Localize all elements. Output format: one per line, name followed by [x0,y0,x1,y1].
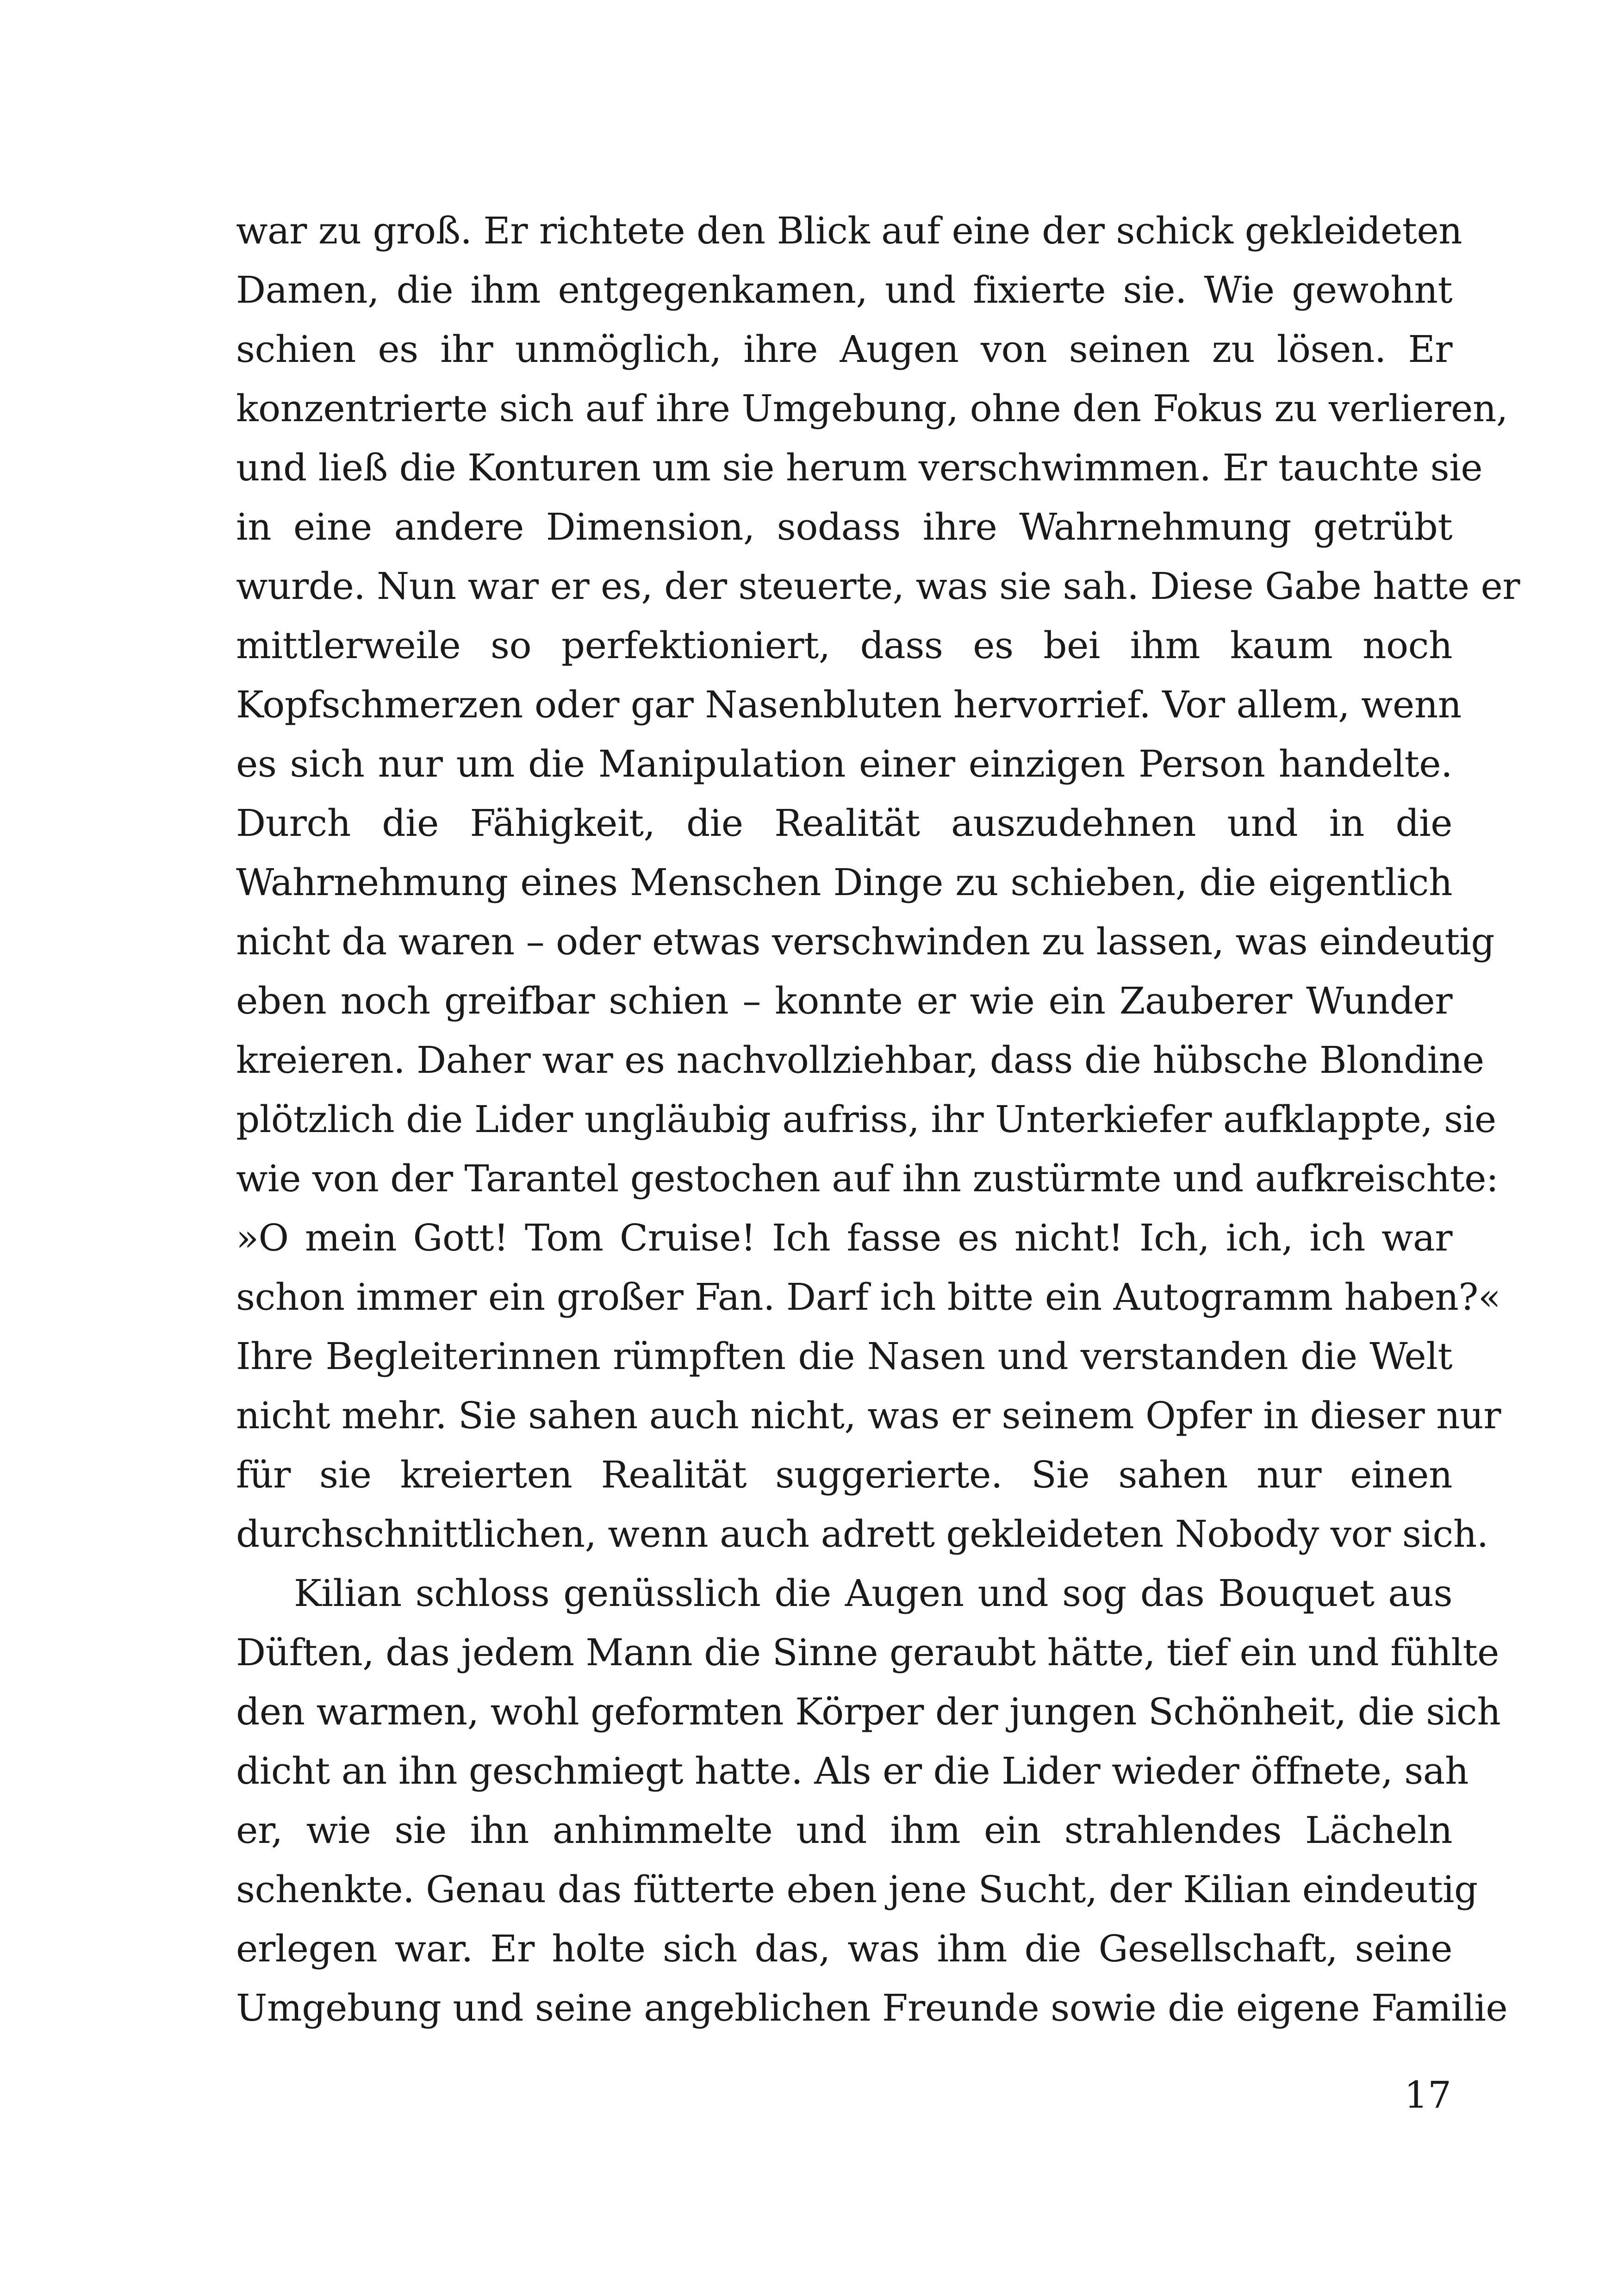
text-line: er, wie sie ihn anhimmelte und ihm ein strahlendes Lächeln [236,1809,1452,1852]
text-line: Durch die Fähigkeit, die Realität auszudehnen und in die [236,802,1452,845]
text-line: und ließ die Konturen um sie herum verschwimmen. Er tauchte sie [236,446,1483,489]
text-line: mittlerweile so perfektioniert, dass es bei ihm kaum noch [236,624,1452,667]
text-line: dicht an ihn geschmiegt hatte. Als er die Lider wieder öffnete, sah [236,1749,1469,1792]
text-line: plötzlich die Lider ungläubig aufriss, ihr Unterkiefer aufklappte, sie [236,1098,1496,1141]
body-text [236,201,1520,2038]
text-line: kreieren. Daher war es nachvollziehbar, dass die hübsche Blondine [236,1039,1484,1082]
paragraph [236,1564,1508,2038]
text-line: durchschnittlichen, wenn auch adrett gekleideten Nobody vor sich. [236,1512,1488,1556]
text-line: Kopfschmerzen oder gar Nasenbluten hervorrief. Vor allem, wenn [236,683,1462,726]
text-line: konzentrierte sich auf ihre Umgebung, ohne den Fokus zu verlieren, [236,387,1508,430]
text-line: wie von der Tarantel gestochen auf ihn zustürmte und aufkreischte: [236,1157,1499,1200]
text-line: schien es ihr unmöglich, ihre Augen von seinen zu lösen. Er [236,328,1452,371]
text-line: Kilian schloss genüsslich die Augen und sog das Bouquet aus [294,1572,1452,1615]
text-line: eben noch greifbar schien – konnte er wie ein Zauberer Wunder [236,979,1452,1022]
text-line: es sich nur um die Manipulation einer einzigen Person handelte. [236,742,1452,785]
text-line: schon immer ein großer Fan. Darf ich bitte ein Autogramm haben?« [236,1276,1501,1319]
text-line: Wahrnehmung eines Menschen Dinge zu schieben, die eigentlich [236,861,1452,904]
text-line: wurde. Nun war er es, der steuerte, was sie sah. Diese Gabe hatte er [236,565,1520,608]
text-line: schenkte. Genau das fütterte eben jene Sucht, der Kilian eindeutig [236,1868,1478,1911]
text-line: erlegen war. Er holte sich das, was ihm die Gesellschaft, seine [236,1927,1452,1970]
text-line: nicht da waren – oder etwas verschwinden zu lassen, was eindeutig [236,920,1495,963]
text-line: für sie kreierten Realität suggerierte. Sie sahen nur einen [236,1453,1452,1496]
text-line: »O mein Gott! Tom Cruise! Ich fasse es nicht! Ich, ich, ich war [236,1216,1452,1259]
paragraph [236,201,1520,1564]
text-line: war zu groß. Er richtete den Blick auf eine der schick gekleideten [236,209,1462,252]
page-number: 17 [1404,2073,1451,2116]
text-line: nicht mehr. Sie sahen auch nicht, was er seinem Opfer in dieser nur [236,1394,1501,1437]
text-line: Umgebung und seine angeblichen Freunde sowie die eigene Familie [236,1986,1508,2029]
text-line: Düften, das jedem Mann die Sinne geraubt hätte, tief ein und fühlte [236,1631,1499,1674]
text-line: in eine andere Dimension, sodass ihre Wahrnehmung getrübt [236,505,1452,548]
text-line: Ihre Begleiterinnen rümpften die Nasen und verstanden die Welt [236,1335,1452,1378]
text-line: den warmen, wohl geformten Körper der jungen Schönheit, die sich [236,1690,1501,1733]
text-line: Damen, die ihm entgegenkamen, und fixierte sie. Wie gewohnt [236,268,1452,311]
